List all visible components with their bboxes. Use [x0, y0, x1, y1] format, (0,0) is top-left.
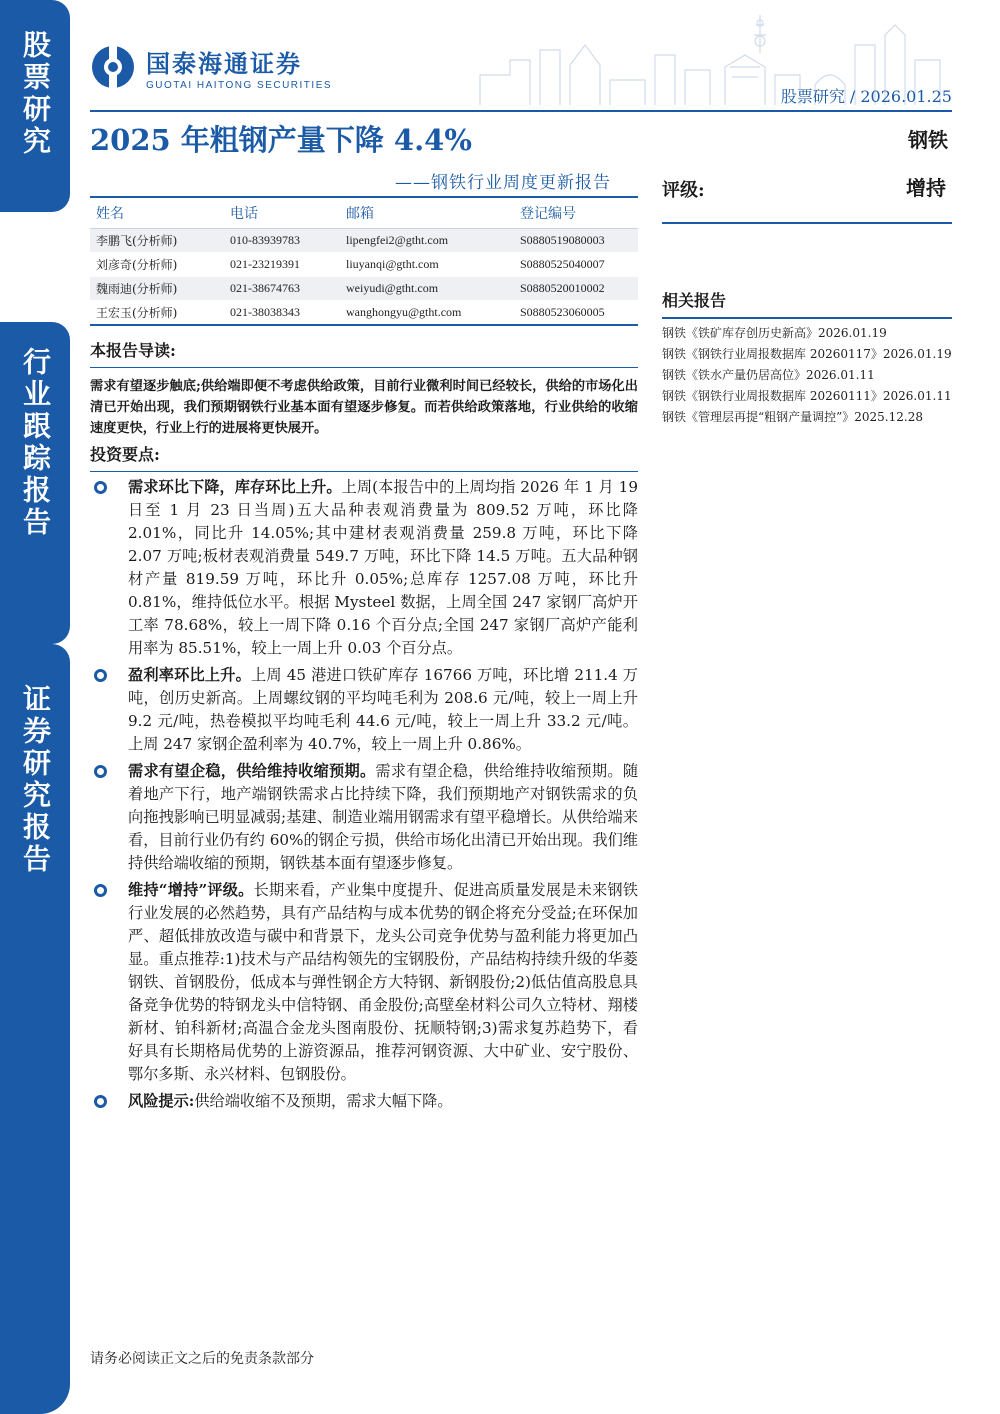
investment-points: [90, 442, 638, 1113]
point-lead: 维持“增持”评级。: [128, 881, 254, 899]
column-header-name: 姓名: [90, 197, 224, 229]
related-report-item[interactable]: 钢铁《钢铁行业周报数据库 20260111》2026.01.11: [662, 389, 952, 403]
analyst-phone: 021-38038343: [224, 301, 340, 326]
report-title: 2025 年粗钢产量下降 4.4%: [90, 123, 472, 157]
report-guide-title: 本报告导读:: [90, 338, 638, 368]
investment-point: [90, 760, 638, 875]
point-lead: 需求有望企稳，供给维持收缩预期。: [128, 762, 376, 780]
header-divider: [90, 110, 952, 112]
related-report-item[interactable]: 钢铁《管理层再提“粗钢产量调控”》2025.12.28: [662, 410, 923, 424]
analyst-registration: S0880519080003: [514, 229, 638, 253]
report-guide-body: 需求有望逐步触底;供给端即便不考虑供给政策，目前行业微利时间已经较长，供给的市场化出清已开始出现，我们预期钢铁行业基本面有望逐步修复。而若供给政策落地，行业供给的收缩速度更快，行业上行的进展将更快展开。: [90, 379, 638, 436]
sidebar-tab-label: 证券研究报告: [19, 684, 52, 876]
logo-name-en: GUOTAI HAITONG SECURITIES: [146, 79, 333, 91]
point-text: 长期来看，产业集中度提升、促进高质量发展是未来钢铁行业发展的必然趋势，具有产品结构与成本优势的钢企将充分受益;在环保加严、超低排放改造与碳中和背景下，龙头公司竞争优势与盈利能力将更加凸显。重点推荐:1)技术与产品结构领先的宝钢股份，产品结构持续升级的华菱钢铁、首钢股份，低成本与弹性钢企方大特钢、新钢股份;2)低估值高股息具备竞争优势的特钢龙头中信特钢、甬金股份;高壁垒材料公司久立特材、翔楼新材、铂科新材;高温合金龙头图南股份、抚顺特钢;3)需求复苏趋势下，看好具有长期格局优势的上游资源品，推荐河钢资源、大中矿业、安宁股份、鄂尔多斯、永兴材料、包钢股份。: [128, 881, 638, 1083]
sidebar-tab-label: 行业跟踪报告: [19, 347, 52, 539]
logo-name-cn: 国泰海通证券: [146, 49, 302, 78]
point-text: 上周 45 港进口铁矿库存 16766 万吨，环比增 211.4 万吨，创历史新高。上周螺纹钢的平均吨毛利为 208.6 元/吨，较上一周上升 9.2 元/吨，热卷模拟平均吨毛利 44.6 元/吨，较上一周上升 33.2 元/吨。上周 247 家钢企盈利率为 40.7%，较上一周上升 0.86%。: [128, 666, 638, 753]
point-text: 需求有望企稳，供给维持收缩预期。随着地产下行，地产端钢铁需求占比持续下降，我们预期地产对钢铁需求的负向拖拽影响已明显减弱;基建、制造业端用钢需求有望平稳增长。从供给端来看，目前行业仍有约 60%的钢企亏损，供给市场化出清已开始出现。我们维持供给端收缩的预期，钢铁基本面有望逐步修复。: [128, 762, 638, 872]
investment-points-title: 投资要点:: [90, 442, 638, 472]
column-header-registration: 登记编号: [514, 197, 638, 229]
report-guide: [90, 338, 638, 439]
disclaimer-note: 请务必阅读正文之后的免责条款部分: [90, 1351, 314, 1367]
report-subtitle: ——钢铁行业周度更新报告: [395, 173, 611, 193]
report-sector: 钢铁: [908, 128, 948, 152]
related-report-item[interactable]: 钢铁《钢铁行业周报数据库 20260117》2026.01.19: [662, 347, 952, 361]
analyst-email[interactable]: lipengfei2@gtht.com: [340, 229, 514, 253]
column-header-phone: 电话: [224, 197, 340, 229]
analyst-table-header: [90, 197, 638, 229]
point-lead: 盈利率环比上升。: [128, 666, 251, 684]
bullet-icon: [94, 765, 107, 778]
point-lead: 风险提示:: [128, 1092, 195, 1110]
related-report-item[interactable]: 钢铁《铁矿库存创历史新高》2026.01.19: [662, 326, 887, 340]
bullet-icon: [94, 884, 107, 897]
analyst-name: 魏雨迪(分析师): [90, 277, 224, 301]
point-lead: 需求环比下降，库存环比上升。: [128, 478, 342, 496]
bullet-icon: [94, 669, 107, 682]
rating-value: 增持: [906, 176, 946, 200]
point-text: 供给端收缩不及预期，需求大幅下降。: [194, 1092, 453, 1110]
related-report-item[interactable]: 钢铁《铁水产量仍居高位》2026.01.11: [662, 368, 875, 382]
analyst-registration: S0880523060005: [514, 301, 638, 326]
sidebar-tab-label: 股票研究: [19, 30, 52, 158]
header-meta: 股票研究 / 2026.01.25: [780, 87, 952, 106]
bullet-icon: [94, 1095, 107, 1108]
analyst-email[interactable]: wanghongyu@gtht.com: [340, 301, 514, 326]
analyst-email[interactable]: liuyanqi@gtht.com: [340, 253, 514, 277]
investment-point: [90, 879, 638, 1086]
analyst-name: 李鹏飞(分析师): [90, 229, 224, 253]
point-text: 上周(本报告中的上周均指 2026 年 1 月 19 日至 1 月 23 日当周)五大品种表观消费量为 809.52 万吨，环比降 2.01%，同比升 14.05%;其中建材表观消费量 259.8 万吨，环比下降 2.07 万吨;板材表观消费量 549.7 万吨，环比下降 14.5 万吨。五大品种钢材产量 819.59 万吨，环比升 0.05%;总库存 1257.08 万吨，环比升 0.81%，维持低位水平。根据 Mysteel 数据，上周全国 247 家钢厂高炉开工率 78.68%，较上一周下降 0.16 个百分点;全国 247 家钢厂高炉产能利用率为 85.51%，较上一周上升 0.03 个百分点。: [128, 478, 639, 657]
rating-label: 评级:: [662, 180, 705, 201]
table-row: [90, 301, 638, 326]
related-reports-title: 相关报告: [662, 288, 952, 319]
column-header-email: 邮箱: [340, 197, 514, 229]
analyst-phone: 021-38674763: [224, 277, 340, 301]
sidebar-tab-stock-research: [0, 0, 70, 212]
analyst-registration: S0880525040007: [514, 253, 638, 277]
sidebar-tab-securities-research: [0, 644, 70, 1414]
logo-mark-icon: [90, 44, 136, 90]
analyst-phone: 010-83939783: [224, 229, 340, 253]
analyst-registration: S0880520010002: [514, 277, 638, 301]
sidebar: [0, 0, 70, 1414]
analyst-table: [90, 196, 638, 326]
analyst-phone: 021-23219391: [224, 253, 340, 277]
table-row: [90, 253, 638, 277]
bullet-icon: [94, 481, 107, 494]
investment-point: [90, 664, 638, 756]
analyst-email[interactable]: weiyudi@gtht.com: [340, 277, 514, 301]
related-reports: [662, 288, 952, 430]
investment-point: [90, 476, 638, 660]
investment-point: [90, 1090, 638, 1113]
company-logo: [90, 44, 350, 90]
rating-row: [662, 172, 952, 224]
table-row: [90, 277, 638, 301]
analyst-name: 刘彦奇(分析师): [90, 253, 224, 277]
sidebar-tab-industry-tracking: [0, 322, 70, 644]
analyst-name: 王宏玉(分析师): [90, 301, 224, 326]
table-row: [90, 229, 638, 253]
